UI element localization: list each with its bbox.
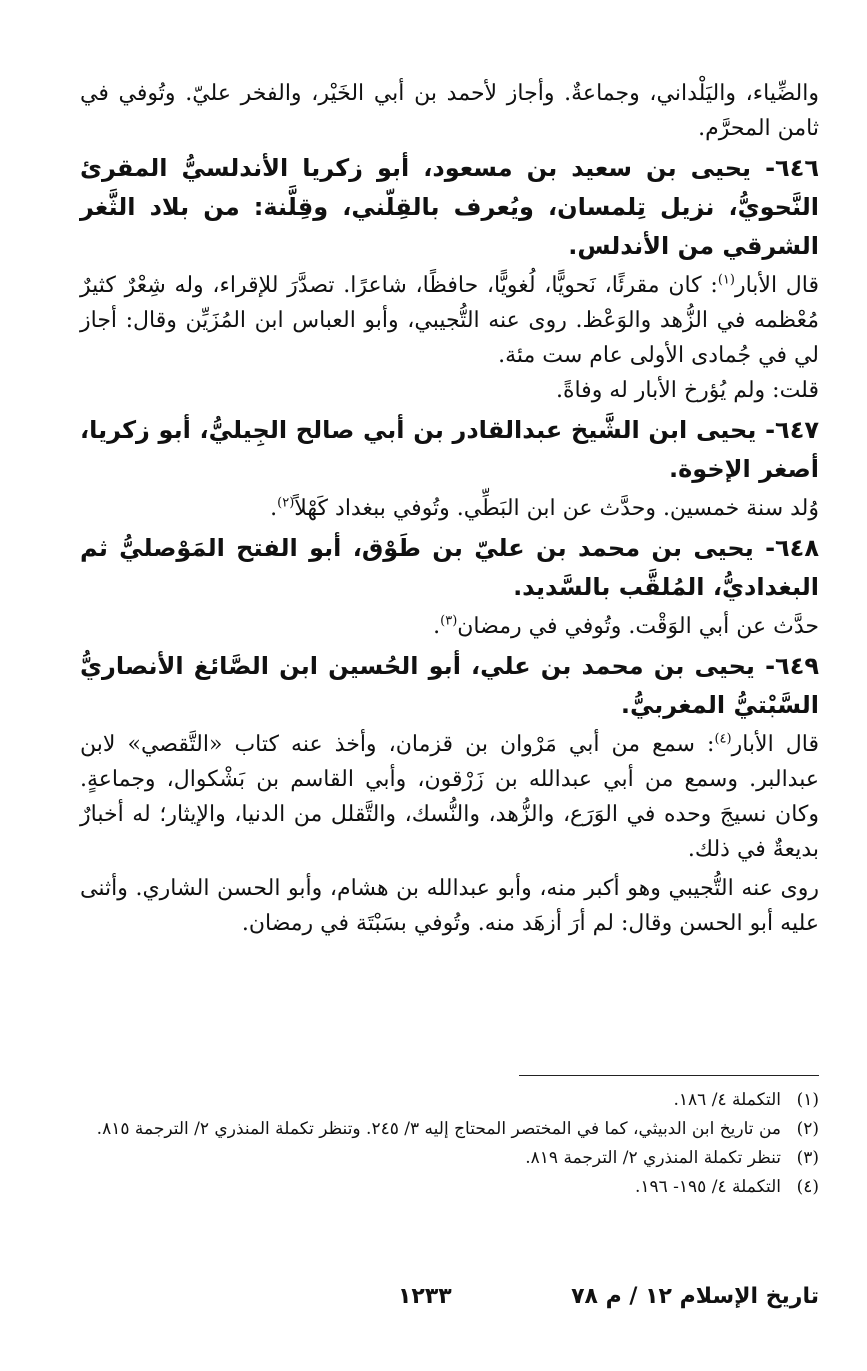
footnote-1 bbox=[80, 1086, 819, 1115]
footnote-mark: (١) bbox=[796, 1090, 819, 1110]
footnote-ref: (٤) bbox=[714, 731, 732, 747]
entry-646-heading bbox=[80, 149, 819, 266]
entry-number: ٦٤٧- bbox=[756, 416, 819, 444]
footnote-ref: (٣) bbox=[440, 613, 458, 629]
page-footer bbox=[80, 1284, 819, 1320]
entry-number: ٦٤٨- bbox=[753, 534, 819, 562]
footnote-text: تنظر تكملة المنذري ٢/ الترجمة ٨١٩. bbox=[525, 1148, 781, 1168]
entry-649-paragraph: قال الأبار$^{(٤)}$: سمع من أبي مَرْوان بن قزمان، وأخذ عنه كتاب «التَّقصي» لابن عبدالبر. وسمع من أبي عبدالله بن زَرْقون، وأبي القاسم بن بَشْكوال، وجماعةٍ. وكان نسيجَ وحده في الوَرَع، والزُّهد، والنُّسك، والتَّقلل من الدنيا، والإيثار؛ له أخبارٌ بديعةٌ في ذلك. bbox=[80, 731, 820, 862]
page-body bbox=[80, 76, 819, 941]
entry-649-paragraph-2: روى عنه التُّجيبي وهو أكبر منه، وأبو عبدالله بن هشام، وأبو الحسن الشاري. وأثنى عليه أبو الحسن وقال: لم أرَ أزهَد منه. وتُوفي بسَبْتَة في رمضان. bbox=[80, 876, 819, 936]
entry-647-paragraph: وُلد سنة خمسين. وحدَّث عن ابن البَطِّي. وتُوفي ببغداد كَهْلاً$^{(٢)}$. bbox=[270, 495, 819, 521]
footnote-text: التكملة ٤/ ١٩٥- ١٩٦. bbox=[634, 1177, 781, 1197]
page-number: ١٢٣٣ bbox=[398, 1284, 452, 1309]
entry-title: يحيى بن سعيد بن مسعود، أبو زكريا الأندلسيُّ المقرئ النَّحويُّ، نزيل تِلمسان، ويُعرف بالقِلّني، وقِلَّنة: من بلاد الثَّغر الشرقي من الأندلس. bbox=[80, 154, 819, 260]
entry-title: يحيى ابن الشَّيخ عبدالقادر بن أبي صالح الجِيليُّ، أبو زكريا، أصغر الإخوة. bbox=[80, 416, 819, 483]
footnote-3 bbox=[80, 1144, 819, 1173]
footnote-mark: (٣) bbox=[796, 1148, 819, 1168]
footnote-4 bbox=[80, 1173, 819, 1202]
footnote-ref: (١) bbox=[717, 272, 735, 288]
footnote-text: من تاريخ ابن الدبيثي، كما في المختصر المحتاج إليه ٣/ ٢٤٥. وتنظر تكملة المنذري ٢/ الترجمة ٨١٥. bbox=[96, 1119, 781, 1139]
book-signature: تاريخ الإسلام ١٢ / م ٧٨ bbox=[571, 1284, 819, 1309]
footnote-text: التكملة ٤/ ١٨٦. bbox=[673, 1090, 781, 1110]
footnote-divider bbox=[519, 1075, 819, 1076]
intro-paragraph: والضِّياء، واليَلْداني، وجماعةٌ. وأجاز لأحمد بن أبي الخَيْر، والفخر عليّ. وتُوفي في ثامن المحرَّم. bbox=[80, 81, 819, 141]
footnote-2 bbox=[80, 1115, 819, 1144]
entry-648-heading bbox=[80, 529, 819, 607]
entry-646-note: قلت: ولم يُؤرخ الأبار له وفاةً. bbox=[555, 378, 819, 403]
entry-649-heading bbox=[80, 647, 819, 725]
entry-title: يحيى بن محمد بن علي، أبو الحُسين ابن الصَّائغ الأنصاريُّ السَّبْتيُّ المغربيُّ. bbox=[80, 652, 819, 719]
entry-646-paragraph: قال الأبار$^{(١)}$: كان مقرئًا، نَحويًّا، لُغويًّا، حافظًا، شاعرًا. تصدَّرَ للإقراء، وله شِعْرٌ كثيرٌ مُعْظمه في الزُّهد والوَعْظ. روى عنه التُّجيبي، وأبو العباس ابن المُزَيِّن وقال: أجاز لي في جُمادى الأولى عام ست مئة. bbox=[80, 272, 819, 368]
entry-number: ٦٤٦- bbox=[751, 154, 819, 182]
entry-648-paragraph: حدَّث عن أبي الوَقْت. وتُوفي في رمضان$^{(٣)}$. bbox=[433, 613, 819, 639]
footnote-ref: (٢) bbox=[277, 495, 295, 511]
footnotes bbox=[80, 1075, 819, 1202]
footnote-mark: (٤) bbox=[796, 1177, 819, 1197]
entry-647-heading bbox=[80, 411, 819, 489]
entry-number: ٦٤٩- bbox=[754, 652, 819, 680]
entry-title: يحيى بن محمد بن عليّ بن طَوْق، أبو الفتح المَوْصليُّ ثم البغداديُّ، المُلقَّب بالسَّديد. bbox=[80, 534, 819, 601]
footnote-mark: (٢) bbox=[796, 1119, 819, 1139]
